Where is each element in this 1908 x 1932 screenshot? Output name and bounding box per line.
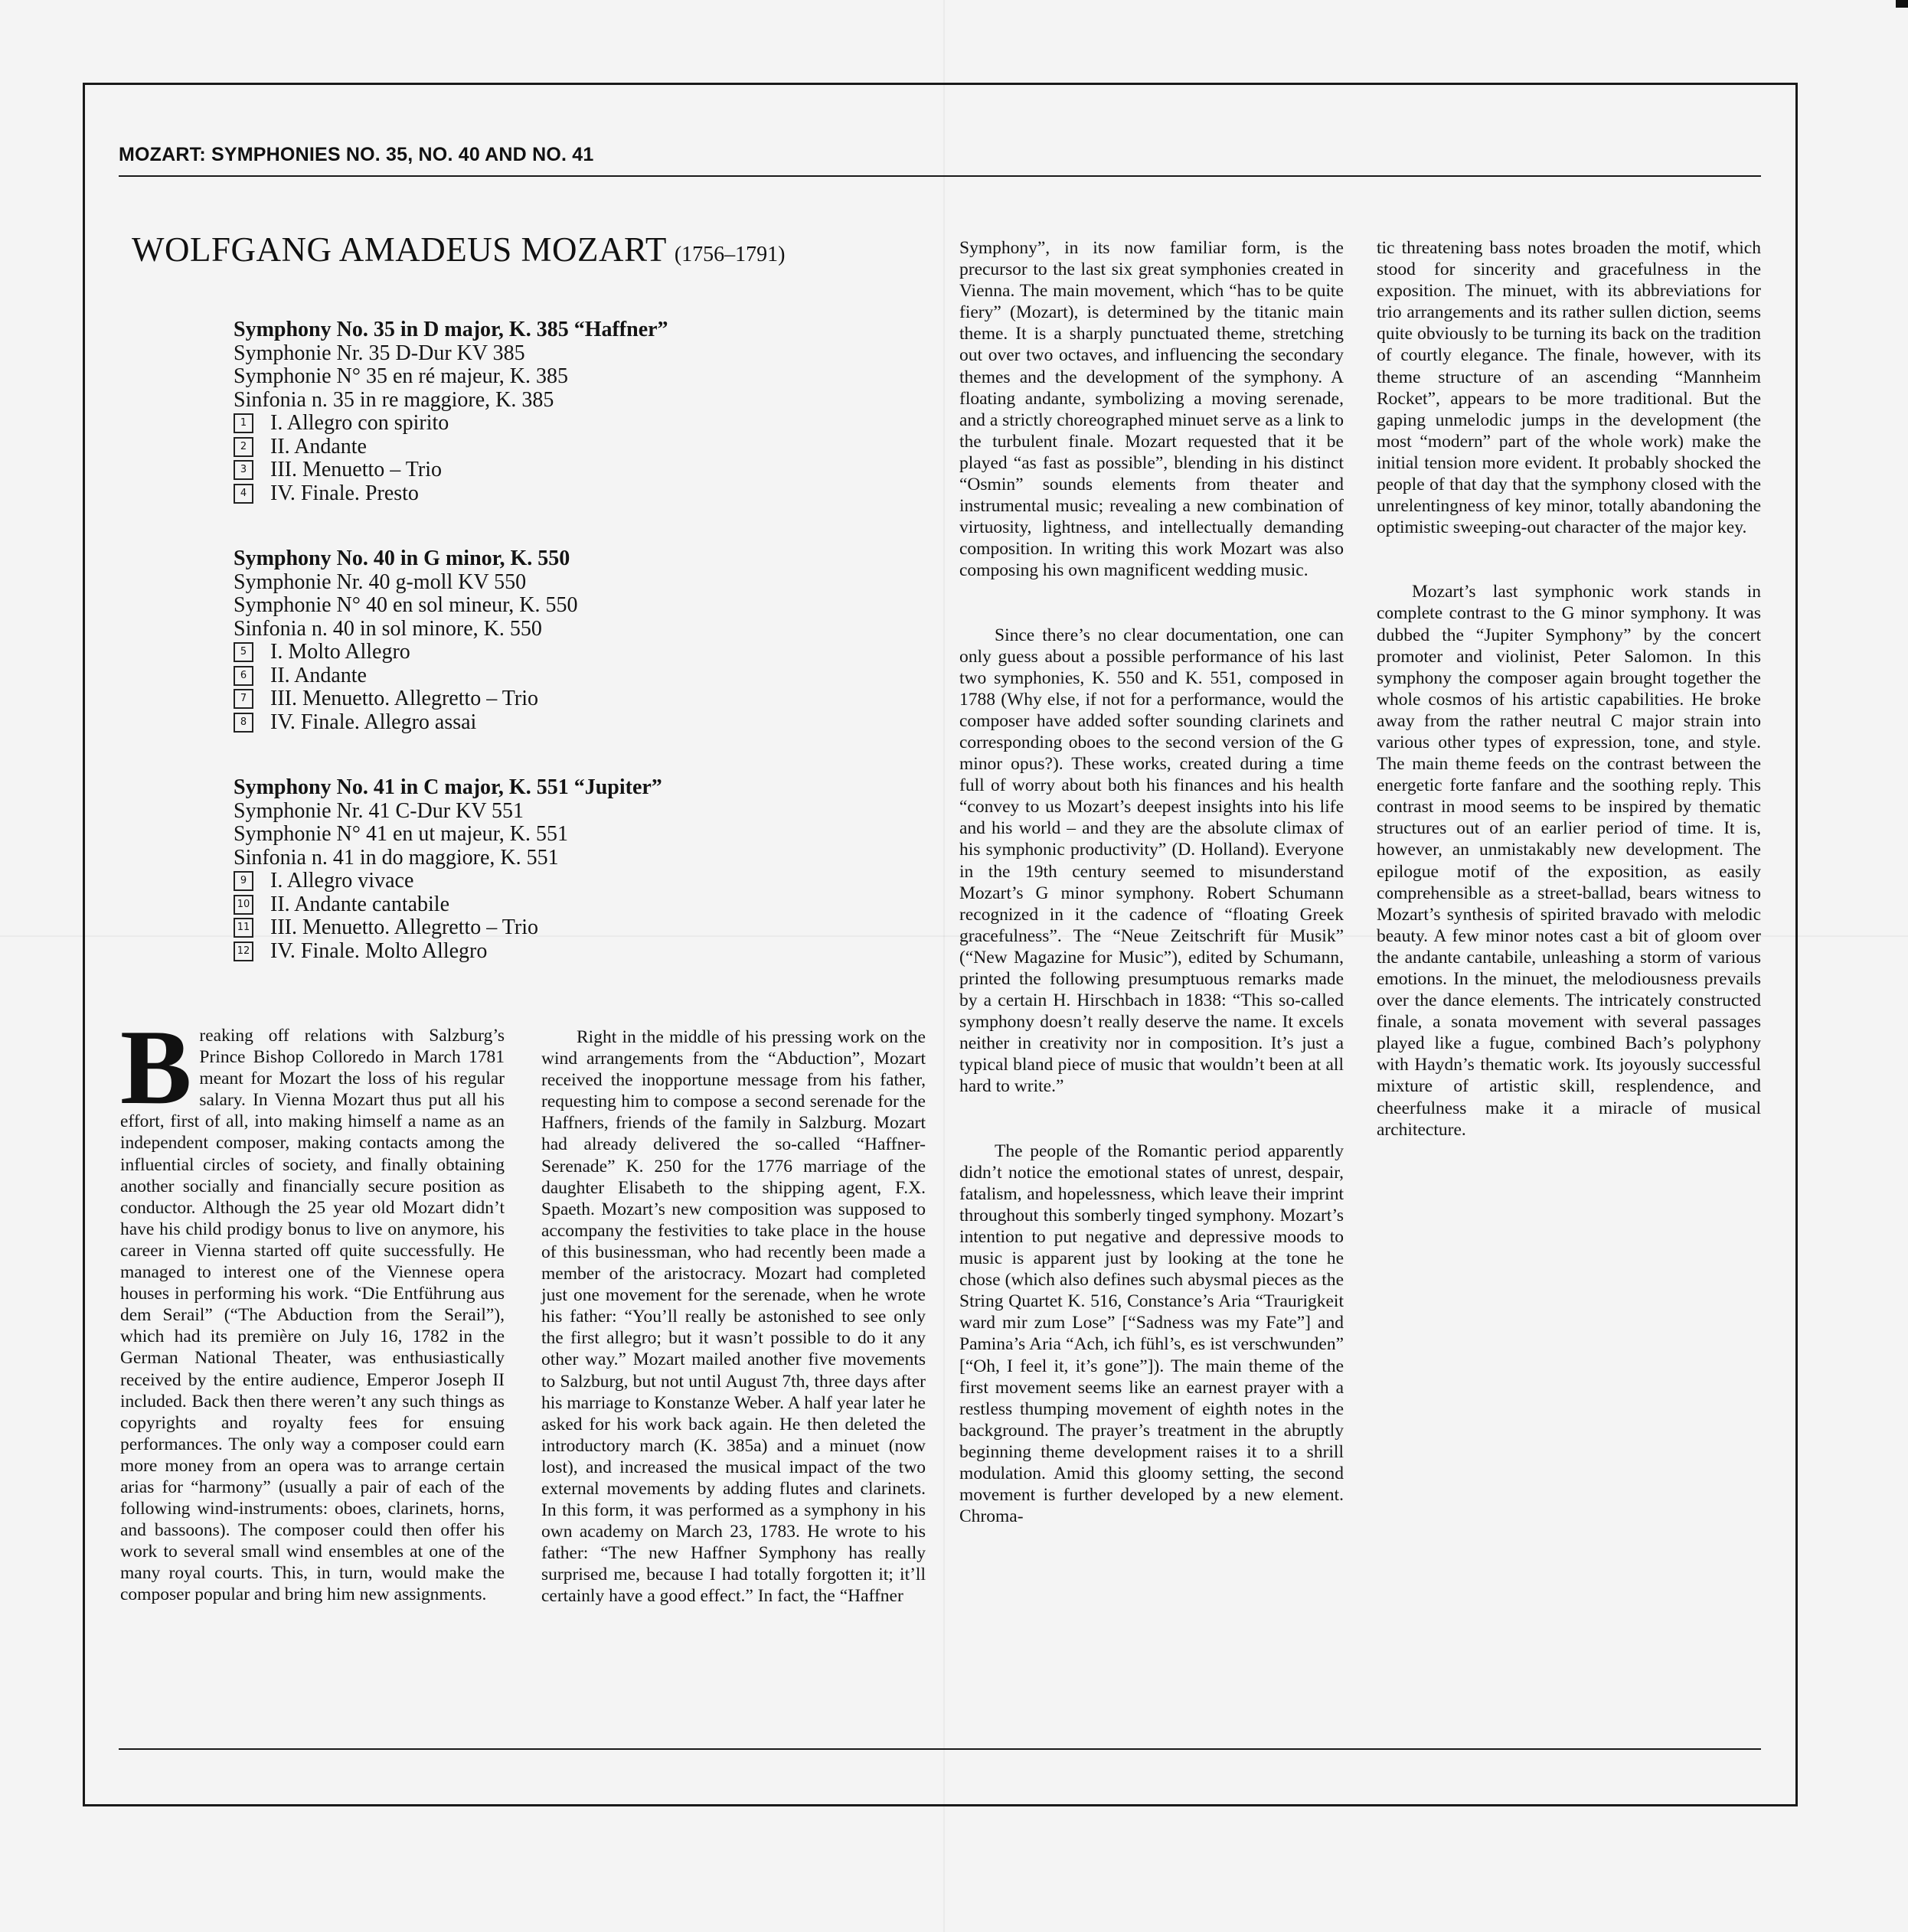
movement-label: II. Andante <box>270 663 367 687</box>
movement-label: IV. Finale. Presto <box>270 481 419 505</box>
work-symphony-41 <box>234 776 662 963</box>
track-number: 10 <box>234 895 253 915</box>
essay-paragraph: The people of the Romantic period apparently didn’t notice the emotional states of unrest, despair, fatalism, and hopelessness, which leave their imprint throughout this somberly tinged symphony. Mozart’s intention to put negative and depressive moods to music is apparent just by looking at the tone he chose (which also defines such abysmal pieces as the String Quartet K. 516, Constance’s Aria “Traurigkeit ward mir zum Lose” [“Sadness was my Fate”] and Pamina’s Aria “Ach, ich fühl’s, es ist verschwunden” [“Oh, I feel it, it’s gone”]). The main theme of the first movement seems like an earnest prayer with a restless thumping movement of eighth notes in the background. The prayer’s treatment in the abruptly beginning theme development raises it to a shrill modulation. Amid this gloomy setting, the second movement is further developed by a new element. Chroma- <box>959 1141 1344 1527</box>
essay-column-2 <box>541 1026 926 1607</box>
work-title-de: Symphonie Nr. 35 D-Dur KV 385 <box>234 341 525 365</box>
movement-label: II. Andante cantabile <box>270 892 450 916</box>
movement-item <box>234 916 662 940</box>
track-number: 6 <box>234 666 253 686</box>
essay-column-1 <box>120 1008 505 1606</box>
movement-item <box>234 436 668 459</box>
movement-item <box>234 893 662 917</box>
movement-item <box>234 641 578 664</box>
essay-paragraph: tic threatening bass notes broaden the motif, which stood for sincerity and gracefulness in the exposition. The minuet, with its abbreviations for trio arrangements and its rather sullen diction, seems quite obviously to be turning its back on the tradition of courtly elegance. The finale, however, with its theme structure of an ascending “Mannheim Rocket”, appears to be more traditional. But the gaping unmelodic jumps in the development (the most “modern” part of the whole work) make the initial tension more evident. It probably shocked the people of that day that the symphony closed with the unrelentingness of key minor, totally abandoning the optimistic sweeping-out character of the major key. <box>1377 238 1761 538</box>
movement-item <box>234 664 578 688</box>
work-title-fr: Symphonie N° 40 en sol mineur, K. 550 <box>234 593 578 617</box>
essay-column-3 <box>959 237 1344 1527</box>
work-title-it: Sinfonia n. 35 in re maggiore, K. 385 <box>234 387 554 412</box>
work-title-en: Symphony No. 40 in G minor, K. 550 <box>234 547 570 570</box>
composer-dates: (1756–1791) <box>674 243 786 266</box>
movement-label: III. Menuetto. Allegretto – Trio <box>270 687 538 710</box>
work-title-fr: Symphonie N° 41 en ut majeur, K. 551 <box>234 822 569 846</box>
track-number: 5 <box>234 642 253 662</box>
track-number: 8 <box>234 713 253 733</box>
movement-label: IV. Finale. Allegro assai <box>270 710 477 734</box>
movement-label: I. Molto Allegro <box>270 640 410 664</box>
track-number: 1 <box>234 413 253 433</box>
track-number: 2 <box>234 437 253 457</box>
scan-edge-mark <box>1896 0 1908 8</box>
track-number: 3 <box>234 460 253 480</box>
movement-item <box>234 482 668 506</box>
movement-item <box>234 412 668 436</box>
essay-paragraph: Symphony”, in its now familiar form, is the precursor to the last six great symphonies created in Vienna. The main movement, which “has to be quite fiery” (Mozart), is determined by the titanic main theme. It is a sharply punctuated theme, stretching out over two octaves, and influencing the secondary themes and the development of the symphony. A floating andante, symbolizing a moving serenade, and a strictly choreographed minuet serve as a link to the turbulent finale. Mozart requested that it be played “as fast as possible”, blending in his distinct “Osmin” sounds elements from theater and instrumental music; revealing a new combination of virtuosity, lightness, and intellectually demanding composition. In writing this work Mozart was also composing his own magnificent wedding music. <box>959 238 1344 581</box>
movement-item <box>234 459 668 482</box>
work-title-en: Symphony No. 41 in C major, K. 551 “Jupiter” <box>234 775 662 799</box>
track-number: 9 <box>234 871 253 891</box>
movement-item <box>234 687 578 711</box>
essay-paragraph: Mozart’s last symphonic work stands in complete contrast to the G minor symphony. It was dubbed the “Jupiter Symphony” by the concert promoter and violinist, Peter Salomon. In this symphony the composer again brought together the whole cosmos of his artistic capabilities. He broke away from the rather neutral C major strain into various other types of expression, tone, and style. The main theme feeds on the contrast between the energetic forte fanfare and the soothing reply. This contrast in mood seems to be inspired by thematic structures out of an earlier period of time. It is, however, an unmistakably new development. The epilogue motif of the exposition, as easily comprehensible as a street-ballad, bears witness to Mozart’s synthesis of spirited bravado with melodic beauty. A few minor notes cast a bit of gloom over the andante cantabile, unleashing a storm of various emotions. In the minuet, the melodiousness prevails over the dance elements. The intricately constructed finale, a sonata movement with several passages played like a fugue, combined Bach’s polyphony with Haydn’s thematic work. Its joyously successful mixture of artistic skill, resplendence, and cheerfulness make it a miracle of musical architecture. <box>1377 582 1761 1140</box>
work-symphony-40 <box>234 547 578 734</box>
composer-heading <box>132 230 785 269</box>
track-number: 11 <box>234 918 253 938</box>
composer-name: WOLFGANG AMADEUS MOZART <box>132 230 667 269</box>
essay-column-4 <box>1377 237 1761 1141</box>
work-title-en: Symphony No. 35 in D major, K. 385 “Haffner” <box>234 318 668 341</box>
work-symphony-35 <box>234 318 668 505</box>
drop-cap: B <box>120 1008 192 1127</box>
movement-item <box>234 711 578 735</box>
movement-item <box>234 870 662 893</box>
essay-paragraph: Since there’s no clear documentation, one can only guess about a possible performance of his last two symphonies, K. 550 and K. 551, composed in 1788 (Why else, if not for a performance, would the composer have added softer sounding clarinets and corresponding oboes to the second version of the G minor opus?). These works, created during a time full of worry about both his finances and his health “convey to us Mozart’s deepest insights into his life and his world – and they are the absolute climax of his symphonic productivity” (D. Holland). Everyone in the 19th century seemed to misunderstand Mozart’s G minor symphony. Robert Schumann recognized in it the cadence of “floating Greek gracefulness”. The “Neue Zeitschrift für Musik” (“New Magazine for Music”), edited by Schumann, printed the following presumptuous remarks made by a certain H. Hirschbach in 1838: “This so-called symphony doesn’t really deserve the name. It excels neither in creativity nor in composition. It’s just a typical bland piece of music that wouldn’t been at all hard to write.” <box>959 625 1344 1097</box>
work-title-de: Symphonie Nr. 40 g-moll KV 550 <box>234 569 527 594</box>
work-title-it: Sinfonia n. 40 in sol minore, K. 550 <box>234 616 542 641</box>
track-number: 7 <box>234 689 253 709</box>
work-title-it: Sinfonia n. 41 in do maggiore, K. 551 <box>234 845 559 870</box>
movement-label: IV. Finale. Molto Allegro <box>270 938 488 963</box>
essay-paragraph: reaking off relations with Salzburg’s Prince Bishop Colloredo in March 1781 meant for Mozart the loss of his regular salary. In Vienna Mozart thus put all his effort, first of all, into making himself a name as an independent composer, making contacts among the influential circles of society, and finally obtaining another socially and financially secure position as conductor. Although the 25 year old Mozart didn’t have his child prodigy bonus to live on anymore, his career in Vienna started off quite successfully. He managed to interest one of the Viennese opera houses in performing his work. “Die Entführung aus dem Serail” (“The Abduction from the Serail”), which had its première on July 16, 1782 in the German National Theater, was enthusiastically received by the entire audience, Emperor Joseph II included. Back then there weren’t any such things as copyrights and royalty fees for ensuing performances. The only way a composer could earn more money from an opera was to arrange certain arias for “harmony” (usually a pair of each of the following wind-instruments: oboes, clarinets, horns, and bassoons). The composer could then offer his work to several small wind ensembles at one of the many royal courts. This, in turn, would make the composer popular and bring him new assignments. <box>120 1026 505 1605</box>
header-rule <box>119 175 1761 177</box>
essay-paragraph: Right in the middle of his pressing work on the wind arrangements from the “Abduction”, Mozart received the inopportune message from his father, requesting him to compose a second serenade for the Haffners, friends of the family in Salzburg. Mozart had already delivered the so-called “Haffner-Serenade” K. 250 for the 1776 marriage of the daughter Elisabeth to the shipping agent, F.X. Spaeth. Mozart’s new composition was supposed to accompany the festivities to take place in the house of this businessman, who had recently been made a member of the aristocracy. Mozart had completed just one movement for the serenade, when he wrote his father: “You’ll really be astonished to see only the first allegro; but it wasn’t possible to do it any other way.” Mozart mailed another five movements to Salzburg, but not until August 7th, three days after his marriage to Konstanze Weber. A half year later he asked for his work back again. He then deleted the introductory march (K. 385a) and a minuet (now lost), and increased the musical impact of the two external movements by adding flutes and clarinets. In this form, it was performed as a symphony in his own academy on March 23, 1783. He wrote to his father: “The new Haffner Symphony has really surprised me, because I had totally forgotten it; it’ll certainly have a good effect.” In fact, the “Haffner <box>541 1027 926 1607</box>
movement-item <box>234 940 662 964</box>
movement-label: III. Menuetto. Allegretto – Trio <box>270 915 538 939</box>
movement-label: II. Andante <box>270 434 367 459</box>
movement-label: I. Allegro vivace <box>270 869 414 893</box>
footer-rule <box>119 1748 1761 1750</box>
page-header: MOZART: SYMPHONIES NO. 35, NO. 40 AND NO. 41 <box>119 144 594 165</box>
work-title-de: Symphonie Nr. 41 C-Dur KV 551 <box>234 798 524 823</box>
movement-label: I. Allegro con spirito <box>270 411 449 435</box>
track-number: 12 <box>234 942 253 961</box>
track-number: 4 <box>234 484 253 504</box>
movement-label: III. Menuetto – Trio <box>270 458 442 481</box>
work-title-fr: Symphonie N° 35 en ré majeur, K. 385 <box>234 364 568 388</box>
